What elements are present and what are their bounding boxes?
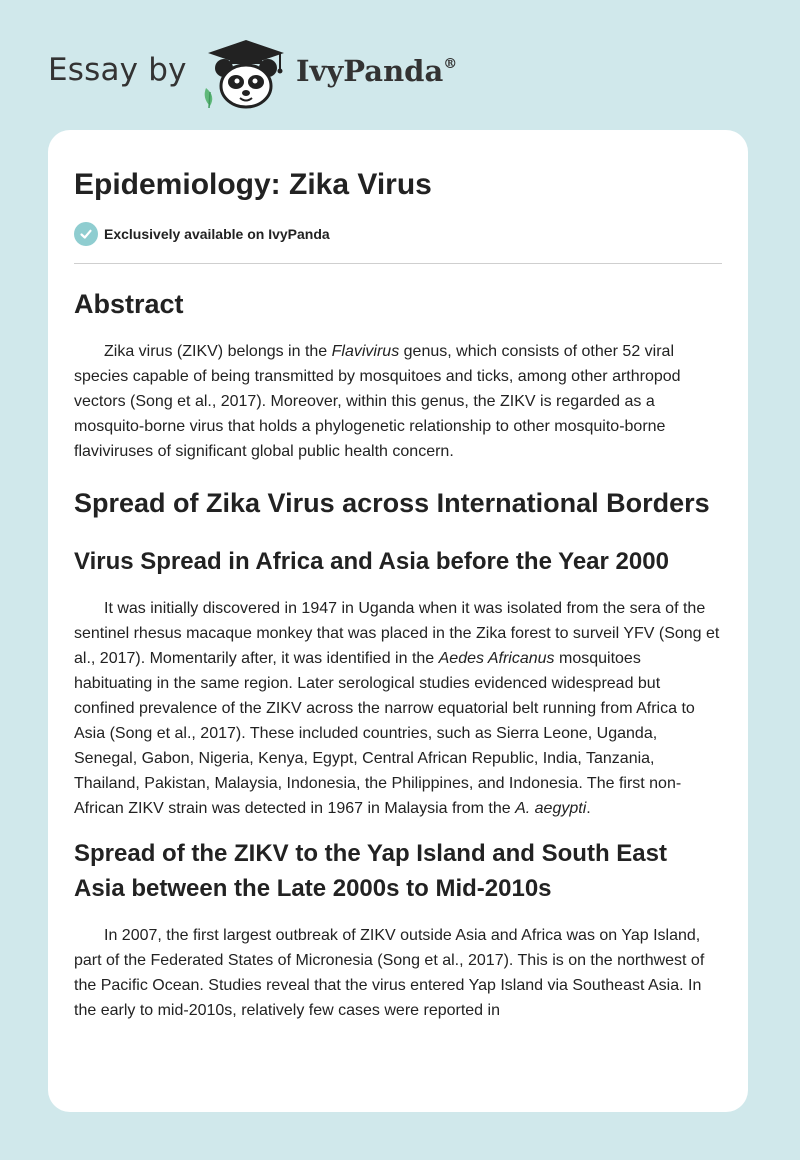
page-title: Epidemiology: Zika Virus bbox=[74, 168, 432, 201]
essay-card bbox=[48, 130, 748, 1112]
exclusive-badge bbox=[74, 221, 722, 247]
brand-prefix: Essay by bbox=[48, 52, 187, 88]
checkmark-icon bbox=[74, 222, 98, 246]
spread-heading: Spread of Zika Virus across International Borders bbox=[74, 488, 710, 518]
site-header bbox=[0, 0, 800, 130]
brand-name[interactable]: IvyPanda® bbox=[296, 54, 458, 88]
panda-logo-icon[interactable] bbox=[200, 36, 292, 110]
africa-asia-heading: Virus Spread in Africa and Asia before the Year 2000 bbox=[74, 548, 669, 575]
abstract-heading: Abstract bbox=[74, 289, 184, 319]
africa-asia-paragraph: It was initially discovered in 1947 in Uganda when it was isolated from the sera of the sentinel rhesus macaque monkey that was placed in the Zika forest to surveil YFV (Song et al., 2017). Momentarily after, it was identified in the Aedes Africanus mosquitoes habituating in the same region. Later serological studies evidenced widespread but confined prevalence of the ZIKV across the narrow equatorial belt running from Africa to Asia (Song et al., 2017). These included countries, such as Sierra Leone, Uganda, Senegal, Gabon, Nigeria, Kenya, Egypt, Central African Republic, India, Tanzania, Thailand, Pakistan, Malaysia, Indonesia, the Philippines, and Indonesia. The first non-African ZIKV strain was detected in 1967 in Malaysia from the A. aegypti. bbox=[74, 600, 720, 817]
abstract-paragraph: Zika virus (ZIKV) belongs in the Flavivirus genus, which consists of other 52 viral species capable of being transmitted by mosquitoes and ticks, among other arthropod vectors (Song et al., 2017). Moreover, within this genus, the ZIKV is regarded as a mosquito-borne virus that holds a phylogenetic relationship to other mosquito-borne flaviviruses of significant global public health concern. bbox=[74, 343, 681, 460]
registered-mark: ® bbox=[443, 56, 458, 72]
yap-island-paragraph: In 2007, the first largest outbreak of ZIKV outside Asia and Africa was on Yap Island, part of the Federated States of Micronesia (Song et al., 2017). This is on the northwest of the Pacific Ocean. Studies reveal that the virus entered Yap Island via Southeast Asia. In the early to mid-2010s, relatively few cases were reported in bbox=[74, 927, 705, 1019]
divider bbox=[74, 263, 722, 264]
badge-text: Exclusively available on IvyPanda bbox=[104, 226, 330, 242]
yap-island-heading: Spread of the ZIKV to the Yap Island and South East Asia between the Late 2000s to Mid-2010s bbox=[74, 840, 667, 902]
